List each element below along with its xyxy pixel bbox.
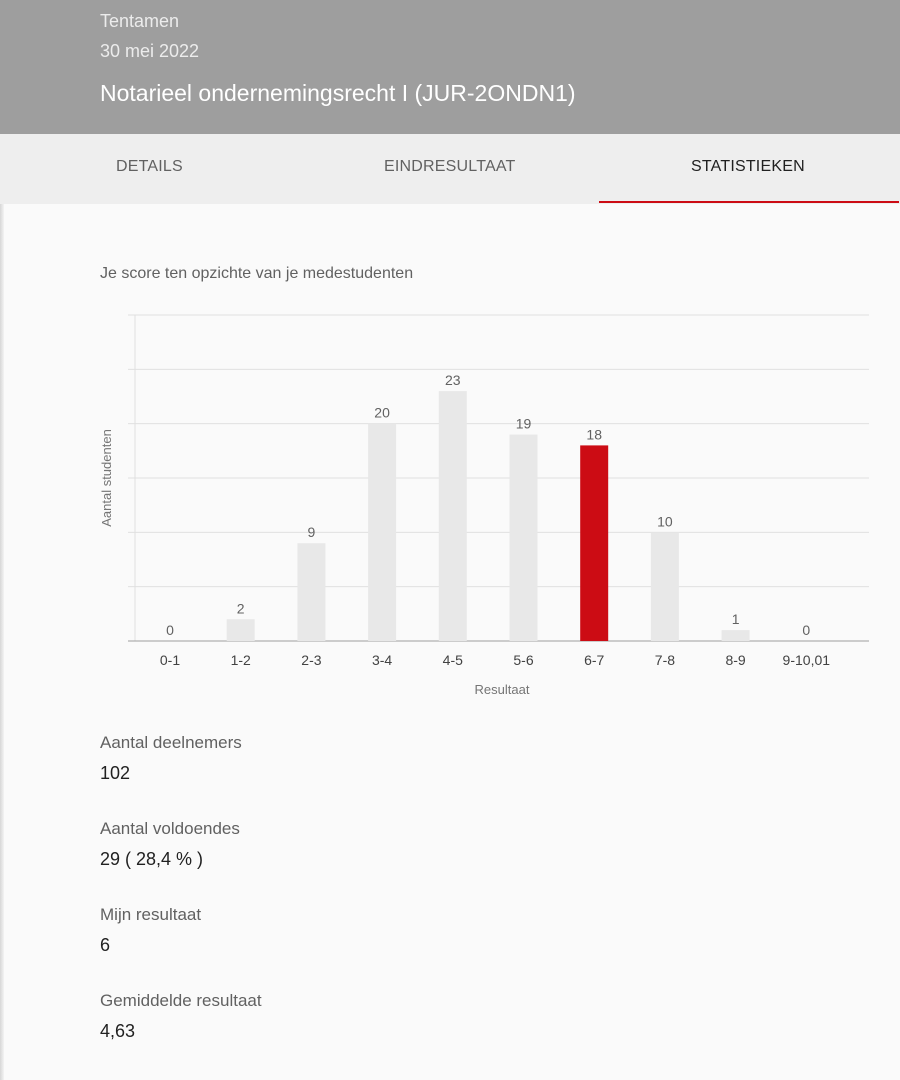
course-title: Notarieel ondernemingsrecht I (JUR-2ONDN1) — [100, 80, 576, 106]
bar-7-8 — [651, 532, 679, 641]
active-tab-indicator — [599, 201, 899, 203]
bar-6-7 — [580, 445, 608, 641]
x-tick-label: 5-6 — [513, 652, 534, 668]
tab-statistieken[interactable]: STATISTIEKEN — [691, 158, 805, 175]
x-tick-label: 0-1 — [159, 652, 181, 668]
exam-date: 30 mei 2022 — [100, 41, 200, 61]
bar-value-label: 18 — [586, 426, 602, 443]
participants-label: Aantal deelnemers — [100, 733, 242, 752]
my-result-label: Mijn resultaat — [100, 905, 202, 924]
x-tick-label: 2-3 — [301, 652, 322, 668]
x-tick-label: 7-8 — [654, 652, 676, 668]
x-tick-label: 3-4 — [371, 652, 393, 668]
exam-header — [0, 0, 900, 134]
average-label: Gemiddelde resultaat — [100, 991, 262, 1010]
bar-value-label: 0 — [802, 622, 811, 638]
chart-gridlines — [128, 315, 869, 641]
y-axis-title: Aantal studenten — [99, 429, 114, 527]
x-tick-label: 1-2 — [230, 652, 251, 668]
exam-type: Tentamen — [100, 11, 180, 31]
bar-value-label: 1 — [731, 611, 740, 628]
section-title: Je score ten opzichte van je medestudenten — [100, 265, 414, 282]
my-result-value: 6 — [100, 935, 111, 955]
bar-4-5 — [439, 391, 467, 641]
x-tick-label: 6-7 — [584, 652, 605, 668]
bar-value-label: 2 — [236, 600, 245, 617]
x-tick-label: 4-5 — [442, 652, 463, 668]
bar-value-label: 0 — [166, 622, 174, 638]
x-axis-title: Resultaat — [474, 682, 530, 697]
bar-value-label: 10 — [657, 513, 673, 530]
bar-value-label: 23 — [445, 372, 461, 389]
bar-5-6 — [510, 435, 538, 641]
x-tick-label: 8-9 — [725, 652, 746, 668]
bar-value-label: 19 — [515, 415, 532, 432]
bar-1-2 — [227, 619, 255, 641]
bar-2-3 — [297, 543, 325, 641]
average-value: 4,63 — [100, 1021, 136, 1041]
passes-label: Aantal voldoendes — [100, 819, 240, 838]
passes-value: 29 ( 28,4 % ) — [100, 849, 204, 869]
bar-8-9 — [722, 630, 750, 641]
tab-bar — [0, 134, 900, 204]
tab-details[interactable]: DETAILS — [116, 158, 183, 175]
bar-value-label: 9 — [307, 524, 316, 541]
bar-3-4 — [368, 424, 396, 641]
score-distribution-chart — [0, 300, 900, 710]
tab-eindresultaat[interactable]: EINDRESULTAAT — [384, 158, 516, 175]
bar-value-label: 20 — [374, 404, 390, 421]
participants-value: 102 — [100, 763, 131, 783]
chart-labels — [160, 372, 830, 668]
x-tick-label: 9-10,01 — [782, 652, 831, 668]
